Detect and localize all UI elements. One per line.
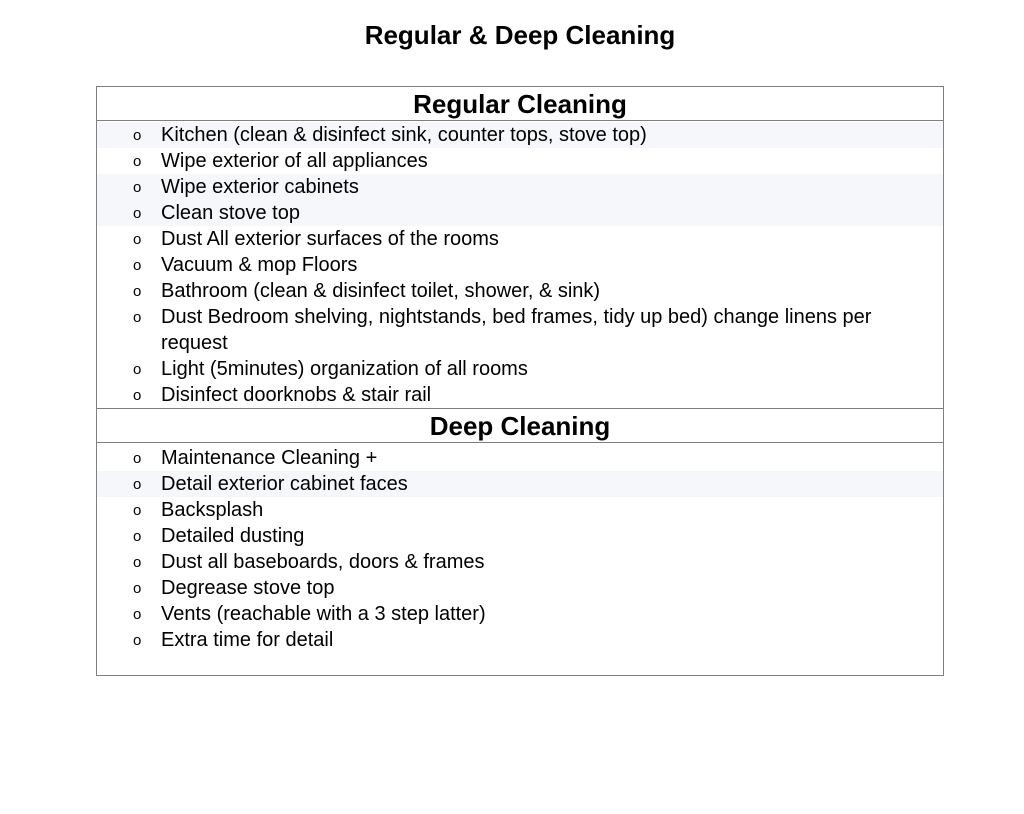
item-text: Dust Bedroom shelving, nightstands, bed frames, tidy up bed) change linens per request — [161, 306, 872, 354]
item-text: Vents (reachable with a 3 step latter) — [161, 603, 486, 625]
bullet-icon: o — [133, 153, 142, 170]
list-item — [97, 601, 943, 627]
bullet-icon: o — [133, 257, 142, 274]
bullet-icon: o — [133, 205, 142, 222]
list-item — [97, 523, 943, 549]
list-item — [97, 174, 943, 200]
bullet-icon: o — [133, 309, 142, 326]
item-text: Wipe exterior cabinets — [161, 176, 359, 198]
item-text: Dust all baseboards, doors & frames — [161, 551, 485, 573]
bullet-icon: o — [133, 502, 142, 519]
deep-cleaning-list — [97, 445, 943, 653]
item-text: Disinfect doorknobs & stair rail — [161, 384, 432, 406]
item-text: Vacuum & mop Floors — [161, 254, 358, 276]
list-item — [97, 497, 943, 523]
item-text: Wipe exterior of all appliances — [161, 150, 428, 172]
list-item — [97, 226, 943, 252]
bullet-icon: o — [133, 361, 142, 378]
list-item — [97, 549, 943, 575]
list-item — [97, 356, 943, 382]
bullet-icon: o — [133, 580, 142, 597]
list-item — [97, 627, 943, 653]
bullet-icon: o — [133, 179, 142, 196]
bullet-icon: o — [133, 476, 142, 493]
list-item — [97, 471, 943, 497]
item-text: Extra time for detail — [161, 629, 334, 651]
list-item — [97, 252, 943, 278]
bullet-icon: o — [133, 127, 142, 144]
item-text: Bathroom (clean & disinfect toilet, shower, & sink) — [161, 280, 601, 302]
list-item — [97, 200, 943, 226]
cleaning-table — [96, 86, 944, 676]
list-item — [97, 122, 943, 148]
list-item — [97, 575, 943, 601]
deep-cleaning-heading: Deep Cleaning — [97, 408, 943, 443]
bullet-icon: o — [133, 450, 142, 467]
item-text: Detail exterior cabinet faces — [161, 473, 408, 495]
item-text: Maintenance Cleaning + — [161, 447, 378, 469]
bullet-icon: o — [133, 554, 142, 571]
bullet-icon: o — [133, 528, 142, 545]
item-text: Kitchen (clean & disinfect sink, counter tops, stove top) — [161, 124, 647, 146]
list-item — [97, 278, 943, 304]
list-item — [97, 382, 943, 408]
item-text: Degrease stove top — [161, 577, 335, 599]
regular-cleaning-heading: Regular Cleaning — [97, 87, 943, 121]
regular-cleaning-list — [97, 122, 943, 408]
item-text: Light (5minutes) organization of all rooms — [161, 358, 528, 380]
document-title: Regular & Deep Cleaning — [364, 20, 676, 50]
bullet-icon: o — [133, 283, 142, 300]
bullet-icon: o — [133, 606, 142, 623]
item-text: Dust All exterior surfaces of the rooms — [161, 228, 499, 250]
list-item — [97, 304, 943, 356]
item-text: Clean stove top — [161, 202, 300, 224]
list-item — [97, 148, 943, 174]
item-text: Backsplash — [161, 499, 264, 521]
bullet-icon: o — [133, 387, 142, 404]
item-text: Detailed dusting — [161, 525, 305, 547]
list-item — [97, 445, 943, 471]
bullet-icon: o — [133, 632, 142, 649]
bullet-icon: o — [133, 231, 142, 248]
